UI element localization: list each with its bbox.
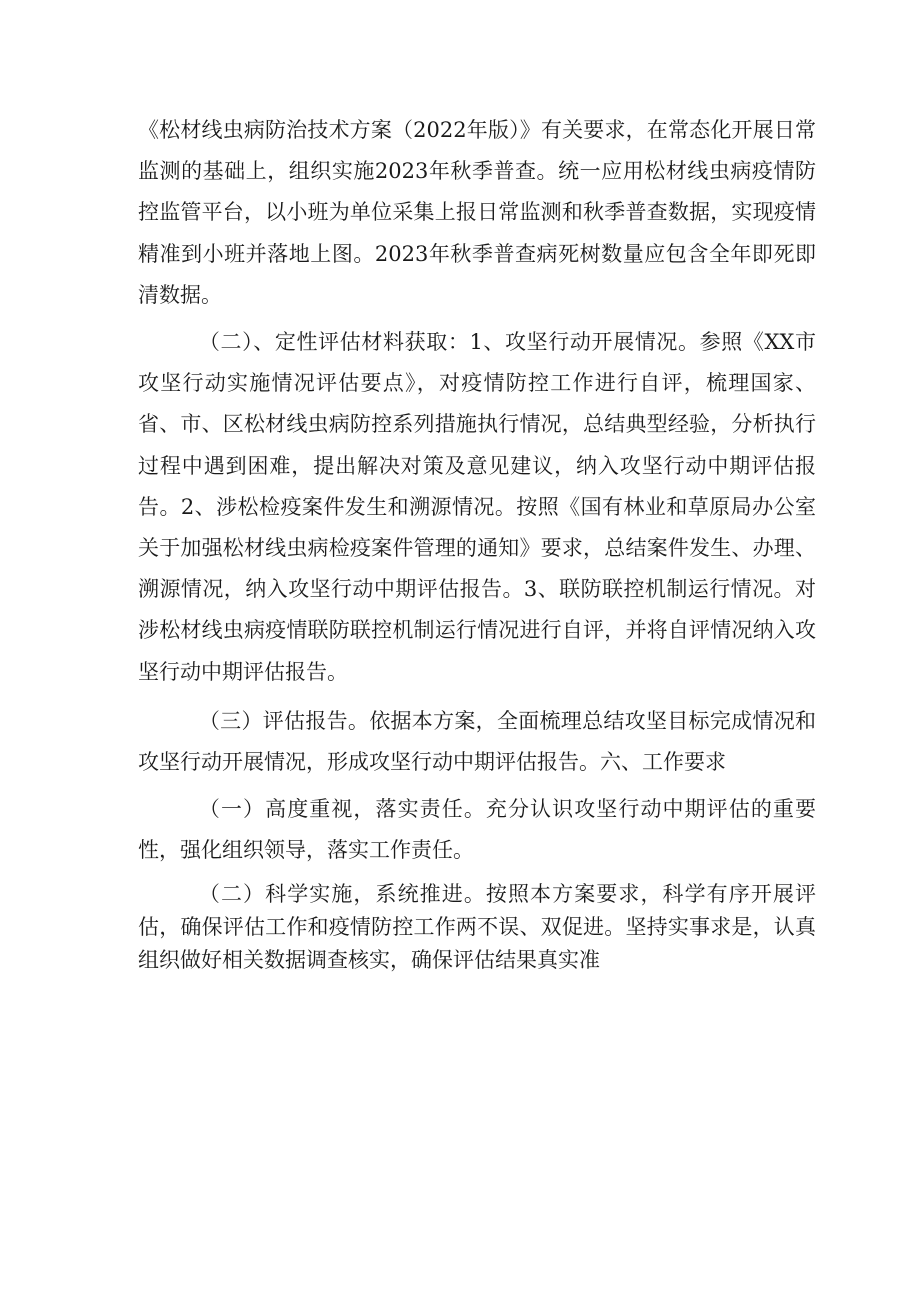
paragraph-continuation: 《松材线虫病防治技术方案（2022年版）》有关要求，在常态化开展日常监测的基础上，组织实施2023年秋季普查。统一应用松材线虫病疫情防控监管平台，以小班为单位采集上报日常监测和秋季普查数据，实现疫情精准到小班并落地上图。2023年秋季普查病死树数量应包含全年即死即清数据。 (138, 118, 816, 307)
paragraph-assessment-report: （三）评估报告。依据本方案，全面梳理总结攻坚目标完成情况和攻坚行动开展情况，形成攻坚行动中期评估报告。六、工作要求 (138, 708, 816, 775)
paragraph-qualitative-assessment: （二）、定性评估材料获取：1、攻坚行动开展情况。参照《XX市攻坚行动实施情况评估要点》，对疫情防控工作进行自评，梳理国家、省、市、区松材线虫病防控系列措施执行情况，总结典型经验，分析执行过程中遇到困难，提出解决对策及意见建议，纳入攻坚行动中期评估报告。2、涉松检疫案件发生和溯源情况。按照《国有林业和草原局办公室关于加强松材线虫病检疫案件管理的通知》要求，总结案件发生、办理、溯源情况，纳入攻坚行动中期评估报告。3、联防联控机制运行情况。对涉松材线虫病疫情联防联控机制运行情况进行自评，并将自评情况纳入攻坚行动中期评估报告。 (138, 330, 816, 684)
paragraph-scientific-implementation: （二）科学实施，系统推进。按照本方案要求，科学有序开展评估，确保评估工作和疫情防控工作两不误、双促进。坚持实事求是，认真组织做好相关数据调查核实，确保评估结果真实准 (138, 881, 816, 972)
paragraph-attach-importance: （一）高度重视，落实责任。充分认识攻坚行动中期评估的重要性，强化组织领导，落实工作责任。 (138, 797, 816, 863)
